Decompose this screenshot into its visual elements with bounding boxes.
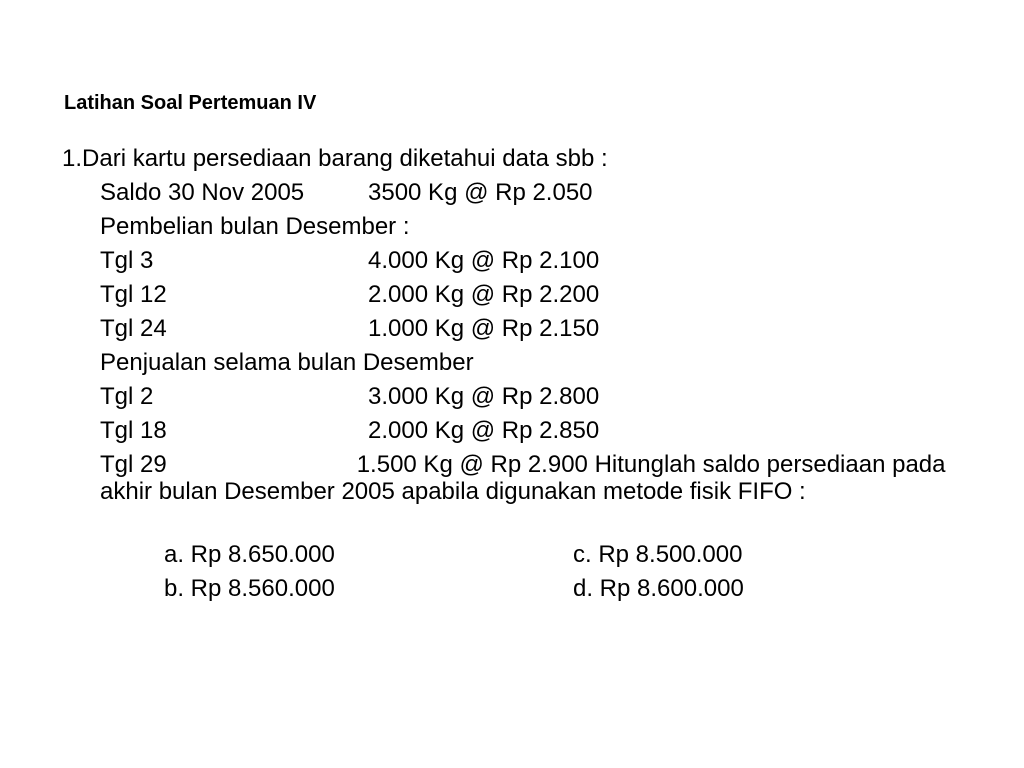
saldo-value: 3500 Kg @ Rp 2.050 — [368, 179, 593, 206]
sale-date: Tgl 2 — [100, 383, 154, 410]
purchase-date: Tgl 24 — [100, 315, 167, 342]
sale-value: 2.000 Kg @ Rp 2.850 — [368, 417, 600, 444]
question-prompt: Hitunglah saldo persediaan pada akhir bulan Desember 2005 apabila digunakan metode fisik FIFO : — [100, 451, 946, 505]
slide-title: Latihan Soal Pertemuan IV — [64, 92, 317, 114]
question-intro: 1.Dari kartu persediaan barang diketahui data sbb : — [62, 145, 608, 172]
purchase-date: Tgl 12 — [100, 281, 167, 308]
sale-value: 3.000 Kg @ Rp 2.800 — [368, 383, 600, 410]
saldo-label: Saldo 30 Nov 2005 — [100, 179, 305, 206]
sale-date: Tgl 29 — [100, 451, 167, 478]
purchase-value: 2.000 Kg @ Rp 2.200 — [368, 281, 600, 308]
option-d: d. Rp 8.600.000 — [573, 575, 744, 602]
purchase-date: Tgl 3 — [100, 247, 154, 274]
sale-value: 1.500 Kg @ Rp 2.900 — [356, 451, 588, 478]
purchase-value: 1.000 Kg @ Rp 2.150 — [368, 315, 600, 342]
question-prompt-block — [100, 451, 960, 505]
sale-date: Tgl 18 — [100, 417, 167, 444]
purchase-value: 4.000 Kg @ Rp 2.100 — [368, 247, 600, 274]
sales-heading: Penjualan selama bulan Desember — [100, 349, 474, 376]
option-b: b. Rp 8.560.000 — [164, 575, 335, 602]
option-a: a. Rp 8.650.000 — [164, 541, 335, 568]
option-c: c. Rp 8.500.000 — [573, 541, 743, 568]
purchases-heading: Pembelian bulan Desember : — [100, 213, 410, 240]
saldo-row — [100, 176, 304, 210]
